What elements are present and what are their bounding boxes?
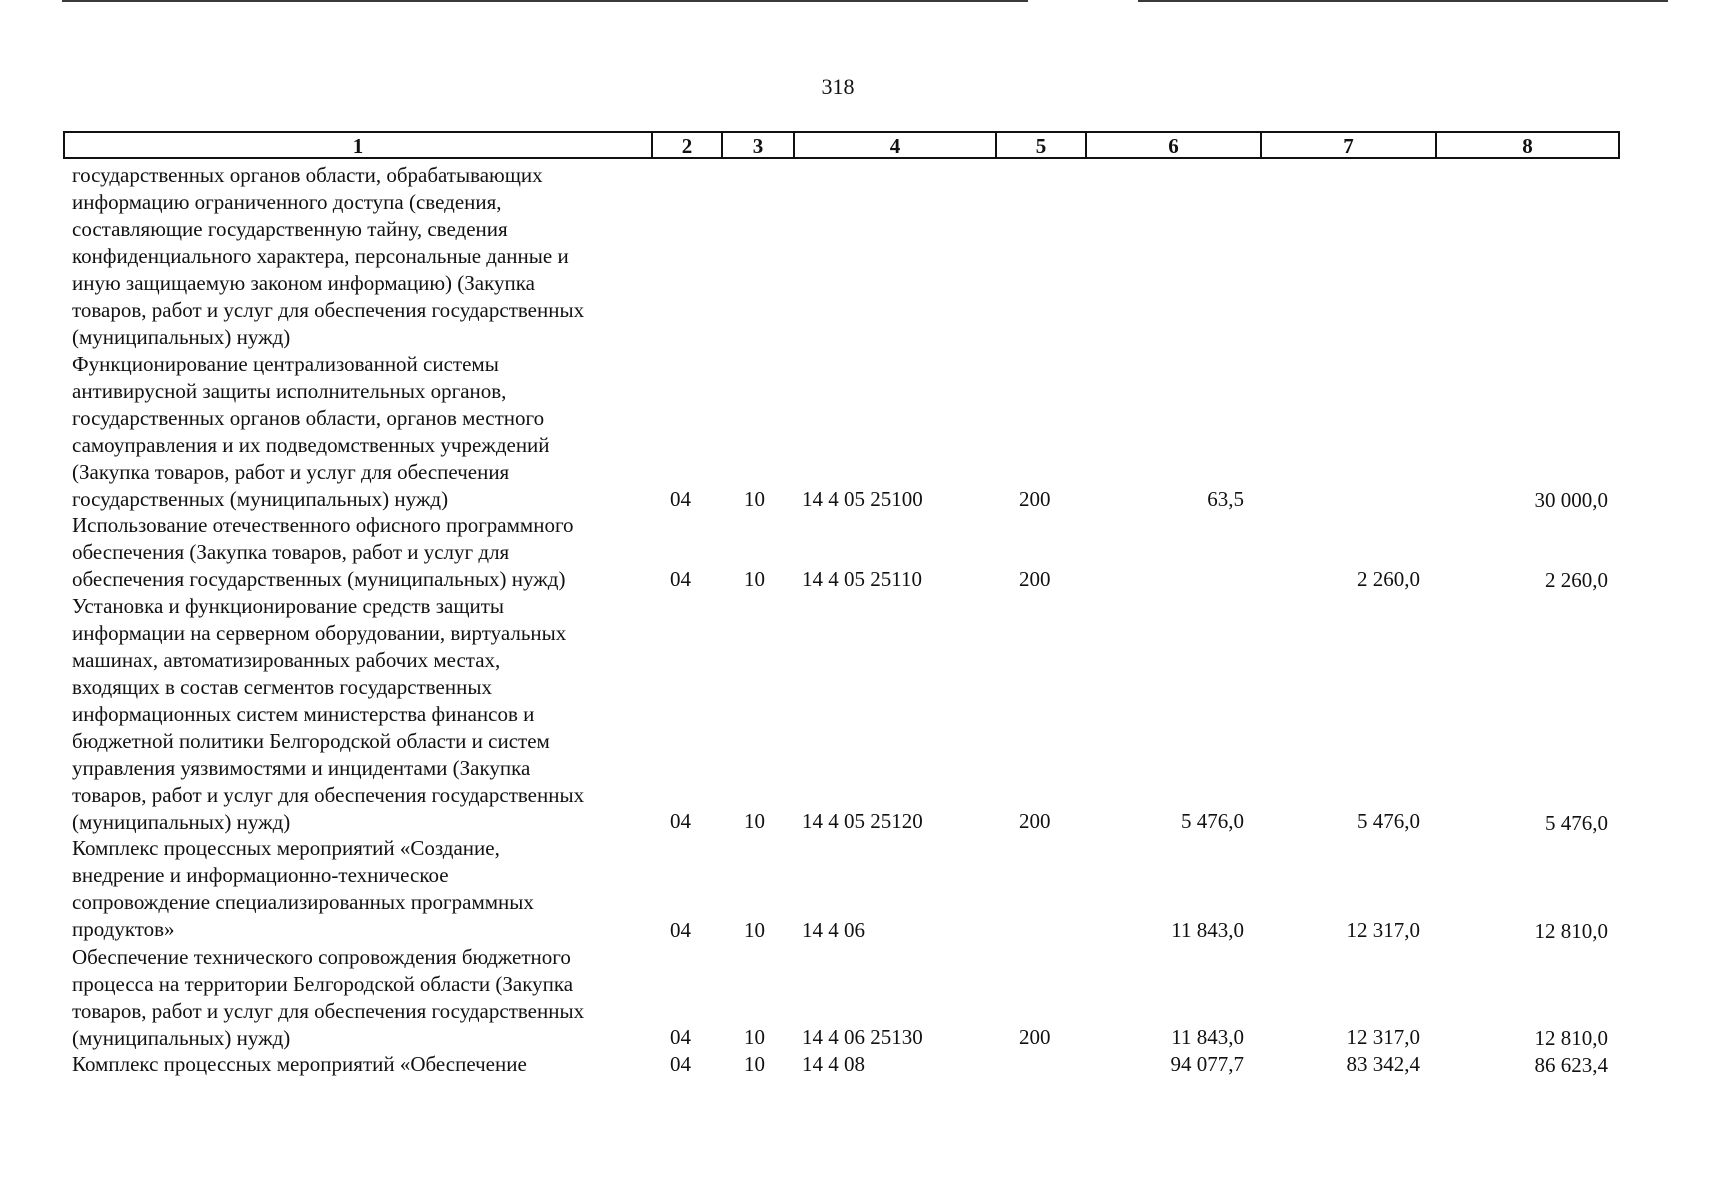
description-line: товаров, работ и услуг для обеспечения государственных [72,999,585,1023]
scan-edge-line [1138,0,1668,2]
column-header-2: 2 [651,133,721,157]
description-line: управления уязвимостями и инцидентами (Закупка [72,756,531,780]
row-description [72,835,638,943]
column-header-7: 7 [1260,133,1435,157]
description-line: государственных органов области, органов местного [72,406,545,430]
cell-section: 04 [670,567,691,591]
description-line: (муниципальных) нужд) [72,810,291,834]
row-description [72,512,638,593]
column-header-4: 4 [793,133,995,157]
cell-amount-8: 30 000,0 [1534,488,1608,512]
description-line: иную защищаемую законом информацию) (Закупка [72,271,535,295]
cell-subsection: 10 [744,918,765,942]
scan-edge-line [62,0,1028,2]
description-line: составляющие государственную тайну, сведения [72,217,508,241]
cell-expense-type: 200 [1019,1025,1051,1049]
description-line: сопровождение специализированных программных [72,890,534,914]
description-line: обеспечения (Закупка товаров, работ и услуг для [72,540,510,564]
cell-amount-7: 12 317,0 [1346,1025,1420,1049]
row-description [72,593,638,836]
cell-subsection: 10 [744,487,765,511]
cell-section: 04 [670,809,691,833]
cell-amount-6: 63,5 [1207,487,1244,511]
description-line: информации на серверном оборудовании, виртуальных [72,621,567,645]
description-line: самоуправления и их подведомственных учреждений [72,433,550,457]
description-line: Обеспечение технического сопровождения бюджетного [72,945,571,969]
cell-target-code: 14 4 06 25130 [802,1025,923,1049]
cell-target-code: 14 4 05 25110 [802,567,922,591]
row-description [72,1051,638,1078]
description-line: бюджетной политики Белгородской области и систем [72,729,550,753]
cell-target-code: 14 4 05 25100 [802,487,923,511]
description-line: Установка и функционирование средств защиты [72,594,505,618]
description-line: процесса на территории Белгородской области (Закупка [72,972,574,996]
description-line: государственных органов области, обрабатывающих [72,163,543,187]
cell-amount-6: 11 843,0 [1171,918,1244,942]
column-header-1: 1 [352,134,364,158]
description-line: (муниципальных) нужд) [72,325,291,349]
cell-target-code: 14 4 08 [802,1052,865,1076]
description-line: (Закупка товаров, работ и услуг для обеспечения [72,460,510,484]
cell-amount-6: 11 843,0 [1171,1025,1244,1049]
column-header-8: 8 [1435,133,1618,157]
cell-subsection: 10 [744,1025,765,1049]
cell-amount-8: 2 260,0 [1545,568,1608,592]
row-description [72,944,638,1052]
cell-target-code: 14 4 06 [802,918,865,942]
description-line: обеспечения государственных (муниципальных) нужд) [72,567,566,591]
column-header-3: 3 [721,133,793,157]
cell-amount-7: 2 260,0 [1357,567,1420,591]
description-line: конфиденциального характера, персональные данные и [72,244,569,268]
description-line: внедрение и информационно-техническое [72,863,449,887]
cell-amount-7: 5 476,0 [1357,809,1420,833]
description-line: Использование отечественного офисного программного [72,513,574,537]
cell-section: 04 [670,487,691,511]
column-header-5: 5 [995,133,1085,157]
cell-subsection: 10 [744,567,765,591]
table-header [63,131,1620,159]
description-line: государственных (муниципальных) нужд) [72,487,449,511]
description-line: (муниципальных) нужд) [72,1026,291,1050]
cell-amount-6: 5 476,0 [1181,809,1244,833]
row-description [72,162,638,351]
description-line: машинах, автоматизированных рабочих местах, [72,648,501,672]
description-line: входящих в состав сегментов государственных [72,675,492,699]
description-line: товаров, работ и услуг для обеспечения государственных [72,298,585,322]
description-line: антивирусной защиты исполнительных органов, [72,379,507,403]
description-line: продуктов» [72,917,175,941]
column-header-6: 6 [1085,133,1260,157]
cell-amount-8: 86 623,4 [1534,1053,1608,1077]
description-line: Функционирование централизованной системы [72,352,499,376]
cell-section: 04 [670,918,691,942]
description-line: информацию ограниченного доступа (сведения, [72,190,502,214]
cell-subsection: 10 [744,809,765,833]
cell-section: 04 [670,1052,691,1076]
row-description [72,351,638,513]
page-number: 318 [821,74,855,99]
cell-amount-8: 5 476,0 [1545,811,1608,835]
cell-target-code: 14 4 05 25120 [802,809,923,833]
cell-expense-type: 200 [1019,487,1051,511]
cell-amount-7: 83 342,4 [1346,1052,1420,1076]
description-line: Комплекс процессных мероприятий «Обеспечение [72,1052,527,1076]
cell-amount-6: 94 077,7 [1170,1052,1244,1076]
cell-amount-8: 12 810,0 [1534,1026,1608,1050]
description-line: информационных систем министерства финансов и [72,702,535,726]
cell-subsection: 10 [744,1052,765,1076]
cell-expense-type: 200 [1019,809,1051,833]
description-line: товаров, работ и услуг для обеспечения государственных [72,783,585,807]
cell-amount-8: 12 810,0 [1534,919,1608,943]
cell-expense-type: 200 [1019,567,1051,591]
cell-amount-7: 12 317,0 [1346,918,1420,942]
cell-section: 04 [670,1025,691,1049]
description-line: Комплекс процессных мероприятий «Создание, [72,836,500,860]
